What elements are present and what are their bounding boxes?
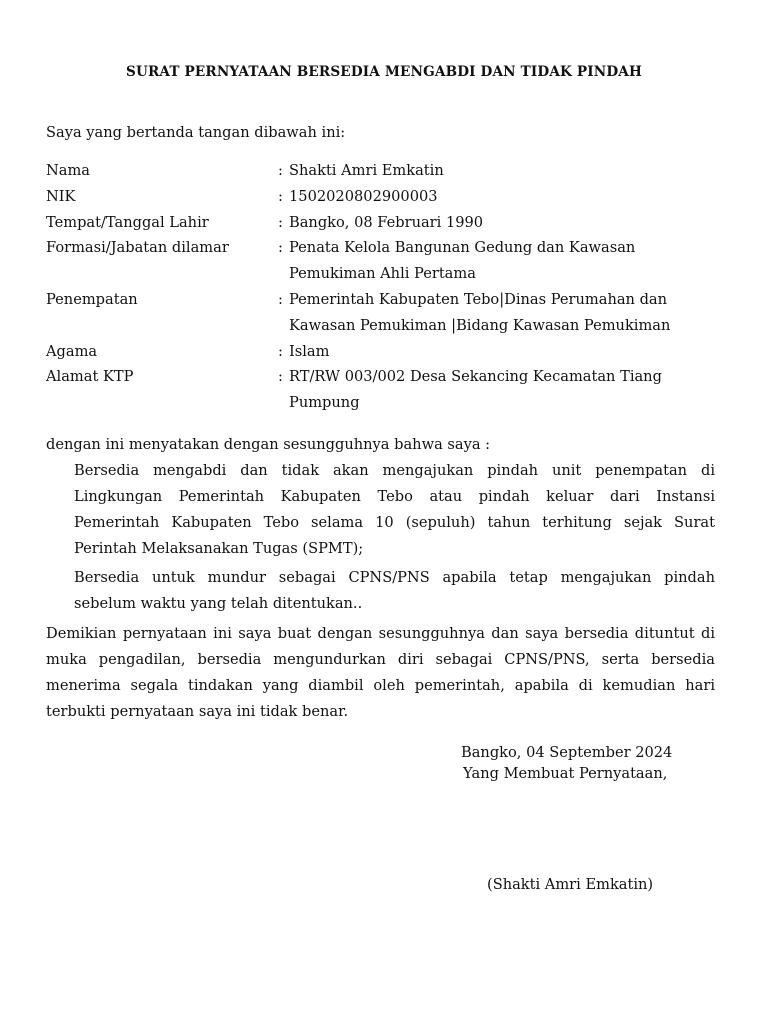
field-label-agama: Agama: [46, 343, 98, 360]
field-value-agama: Islam: [289, 343, 330, 360]
statement-2-line-1: Bersedia untuk mundur sebagai CPNS/PNS apabila tetap mengajukan pindah: [74, 569, 715, 586]
closing-line-3: menerima segala tindakan yang diambil oleh pemerintah, apabila di kemudian hari: [46, 677, 715, 694]
field-value-penempatan-line1: Pemerintah Kabupaten Tebo|Dinas Perumahan dan: [289, 291, 668, 308]
field-label-penempatan: Penempatan: [46, 291, 138, 308]
field-value-alamat-line1: RT/RW 003/002 Desa Sekancing Kecamatan Tiang: [289, 368, 662, 385]
statement-2-line-2: sebelum waktu yang telah ditentukan..: [74, 595, 363, 612]
statement-1-line-3: Pemerintah Kabupaten Tebo selama 10 (sepuluh) tahun terhitung sejak Surat: [74, 514, 715, 531]
field-colon-agama: :: [278, 343, 283, 360]
document-title: SURAT PERNYATAAN BERSEDIA MENGABDI DAN TIDAK PINDAH: [126, 64, 642, 80]
field-colon-nama: :: [278, 162, 283, 179]
statement-1-line-4: Perintah Melaksanakan Tugas (SPMT);: [74, 540, 364, 557]
field-value-nama: Shakti Amri Emkatin: [289, 162, 444, 179]
field-value-ttl: Bangko, 08 Februari 1990: [289, 214, 484, 231]
field-colon-alamat: :: [278, 368, 283, 385]
statement-1-line-2: Lingkungan Pemerintah Kabupaten Tebo atau pindah keluar dari Instansi: [74, 488, 715, 505]
closing-line-1: Demikian pernyataan ini saya buat dengan sesungguhnya dan saya bersedia dituntut di: [46, 625, 715, 642]
field-label-nama: Nama: [46, 162, 91, 179]
field-label-ttl: Tempat/Tanggal Lahir: [46, 214, 209, 231]
field-colon-formasi: :: [278, 239, 283, 256]
closing-line-4: terbukti pernyataan saya ini tidak benar.: [46, 703, 349, 720]
field-label-alamat: Alamat KTP: [46, 368, 134, 385]
field-value-formasi-line2: Pemukiman Ahli Pertama: [289, 265, 476, 282]
field-colon-nik: :: [278, 188, 283, 205]
signature-role: Yang Membuat Pernyataan,: [463, 765, 668, 782]
statement-1: [74, 458, 715, 562]
statement-2: [74, 565, 715, 617]
field-value-formasi-line1: Penata Kelola Bangunan Gedung dan Kawasan: [289, 239, 636, 256]
closing-paragraph: [46, 621, 715, 725]
field-label-nik: NIK: [46, 188, 76, 205]
signature-place-date: Bangko, 04 September 2024: [461, 744, 673, 761]
intro-text: Saya yang bertanda tangan dibawah ini:: [46, 124, 346, 141]
field-colon-penempatan: :: [278, 291, 283, 308]
field-colon-ttl: :: [278, 214, 283, 231]
field-value-nik: 1502020802900003: [289, 188, 438, 205]
statement-intro: dengan ini menyatakan dengan sesungguhnya bahwa saya :: [46, 436, 491, 453]
signature-name: (Shakti Amri Emkatin): [487, 876, 654, 893]
field-value-penempatan-line2: Kawasan Pemukiman |Bidang Kawasan Pemukiman: [289, 317, 671, 334]
closing-line-2: muka pengadilan, bersedia mengundurkan diri sebagai CPNS/PNS, serta bersedia: [46, 651, 715, 668]
field-value-alamat-line2: Pumpung: [289, 394, 360, 411]
field-label-formasi: Formasi/Jabatan dilamar: [46, 239, 229, 256]
statement-1-line-1: Bersedia mengabdi dan tidak akan mengajukan pindah unit penempatan di: [74, 462, 715, 479]
